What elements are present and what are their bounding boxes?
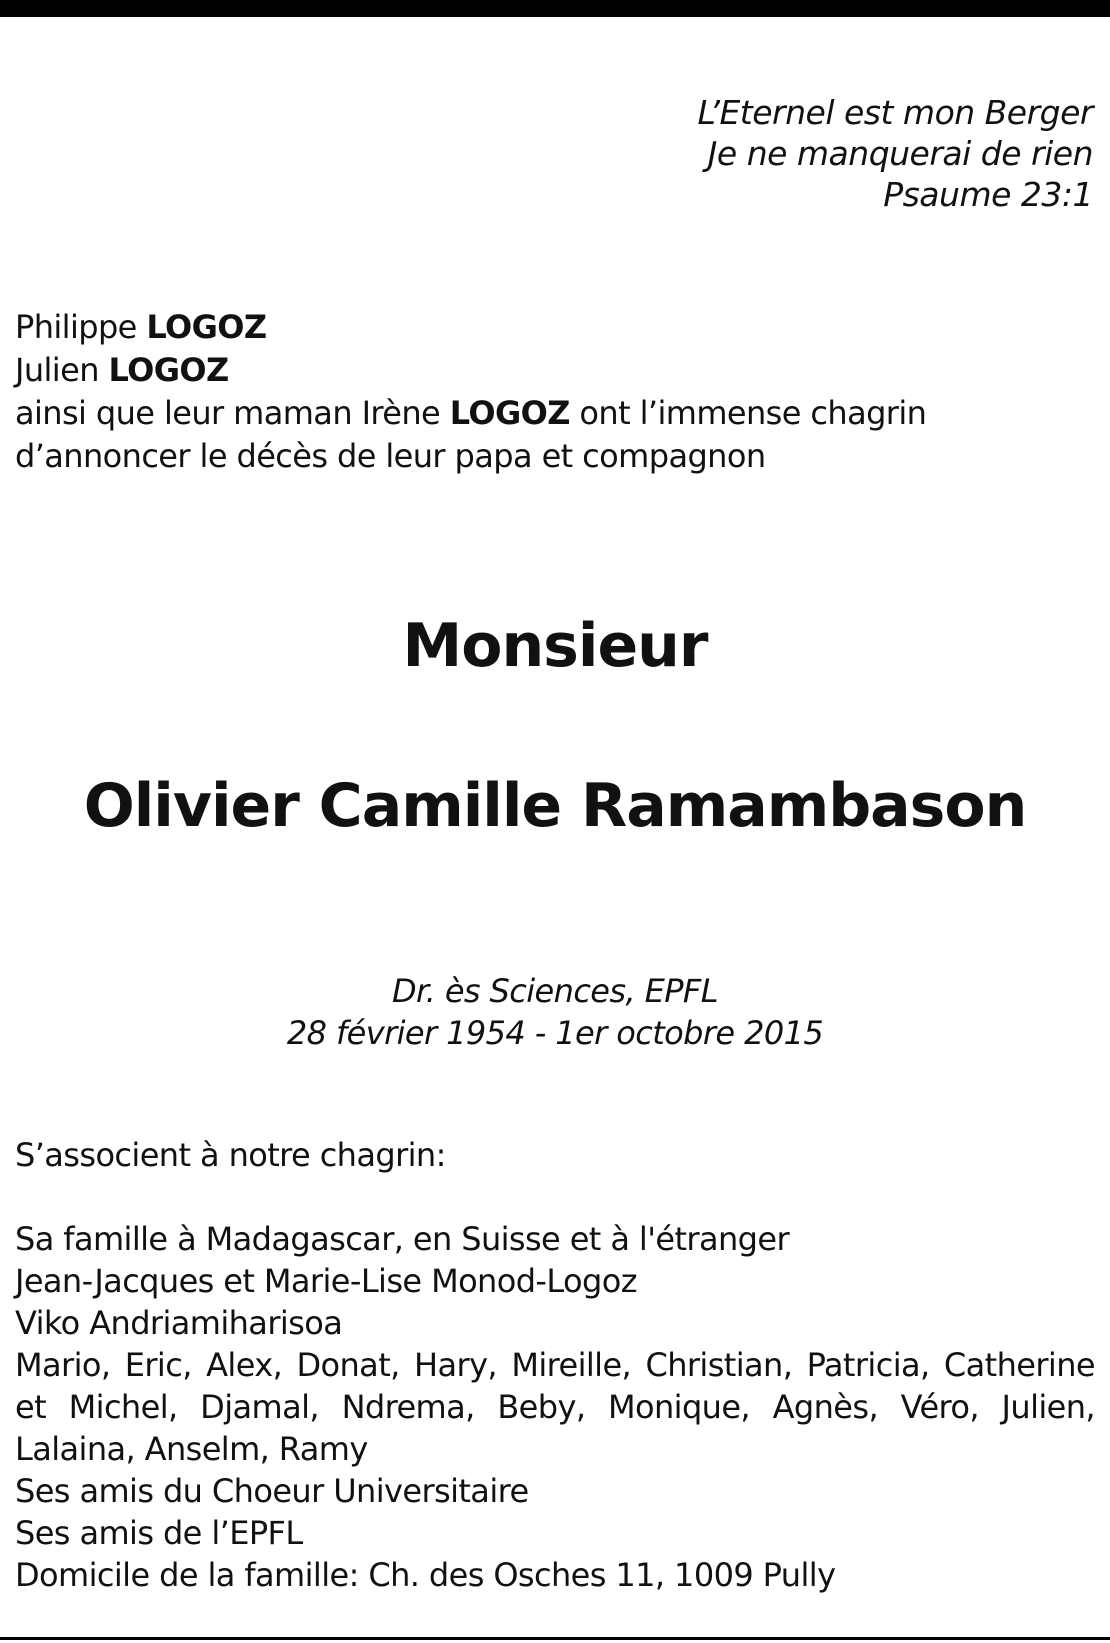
mourner-line-names: Mario, Eric, Alex, Donat, Hary, Mireille, Christian, Patricia, Catherine et Michel, Djamal, Ndrema, Beby, Monique, Agnès, Véro, Julien, Lalaina, Anselm, Ramy [15, 1346, 1095, 1468]
bottom-border-rule [0, 1637, 1110, 1640]
deceased-dates: 28 février 1954 - 1er octobre 2015 [286, 1014, 824, 1052]
psalm-line-1: L’Eternel est mon Berger [697, 93, 1093, 132]
psalm-line-2: Je ne manquerai de rien [707, 134, 1093, 173]
family-member-1-last: LOGOZ [146, 308, 267, 346]
family-announcement [15, 306, 1095, 478]
family-member-2-first: Julien [15, 351, 99, 389]
family-address: Domicile de la famille: Ch. des Osches 11, 1009 Pully [15, 1556, 836, 1594]
family-member-1-first: Philippe [15, 308, 137, 346]
announcement-text-pre: ainsi que leur maman Irène [15, 394, 441, 432]
mourner-line: Ses amis de l’EPFL [15, 1514, 303, 1552]
mourner-line: Jean-Jacques et Marie-Lise Monod-Logoz [15, 1262, 637, 1300]
psalm-quote [393, 92, 1093, 215]
top-border-rule [0, 0, 1110, 17]
mother-last-name: LOGOZ [449, 394, 570, 432]
family-member-1 [15, 306, 1095, 349]
announcement-text [15, 392, 1095, 478]
mourner-line: Sa famille à Madagascar, en Suisse et à l'étranger [15, 1220, 790, 1258]
deceased-name: Olivier Camille Ramambason [83, 771, 1027, 841]
announcement-text-post: ont l’immense chagrin d’annoncer le décès de leur papa et compagnon [15, 394, 927, 475]
deceased-details [0, 970, 1110, 1054]
psalm-reference: Psaume 23:1 [883, 175, 1093, 214]
deceased-honorific: Monsieur [402, 611, 708, 681]
mourner-line: Viko Andriamiharisoa [15, 1304, 343, 1342]
family-member-2 [15, 349, 1095, 392]
family-member-2-last: LOGOZ [108, 351, 229, 389]
mourners-intro: S’associent à notre chagrin: [15, 1136, 446, 1174]
mourners-list [15, 1134, 1095, 1596]
mourner-line: Ses amis du Choeur Universitaire [15, 1472, 529, 1510]
deceased-title: Dr. ès Sciences, EPFL [392, 972, 718, 1010]
